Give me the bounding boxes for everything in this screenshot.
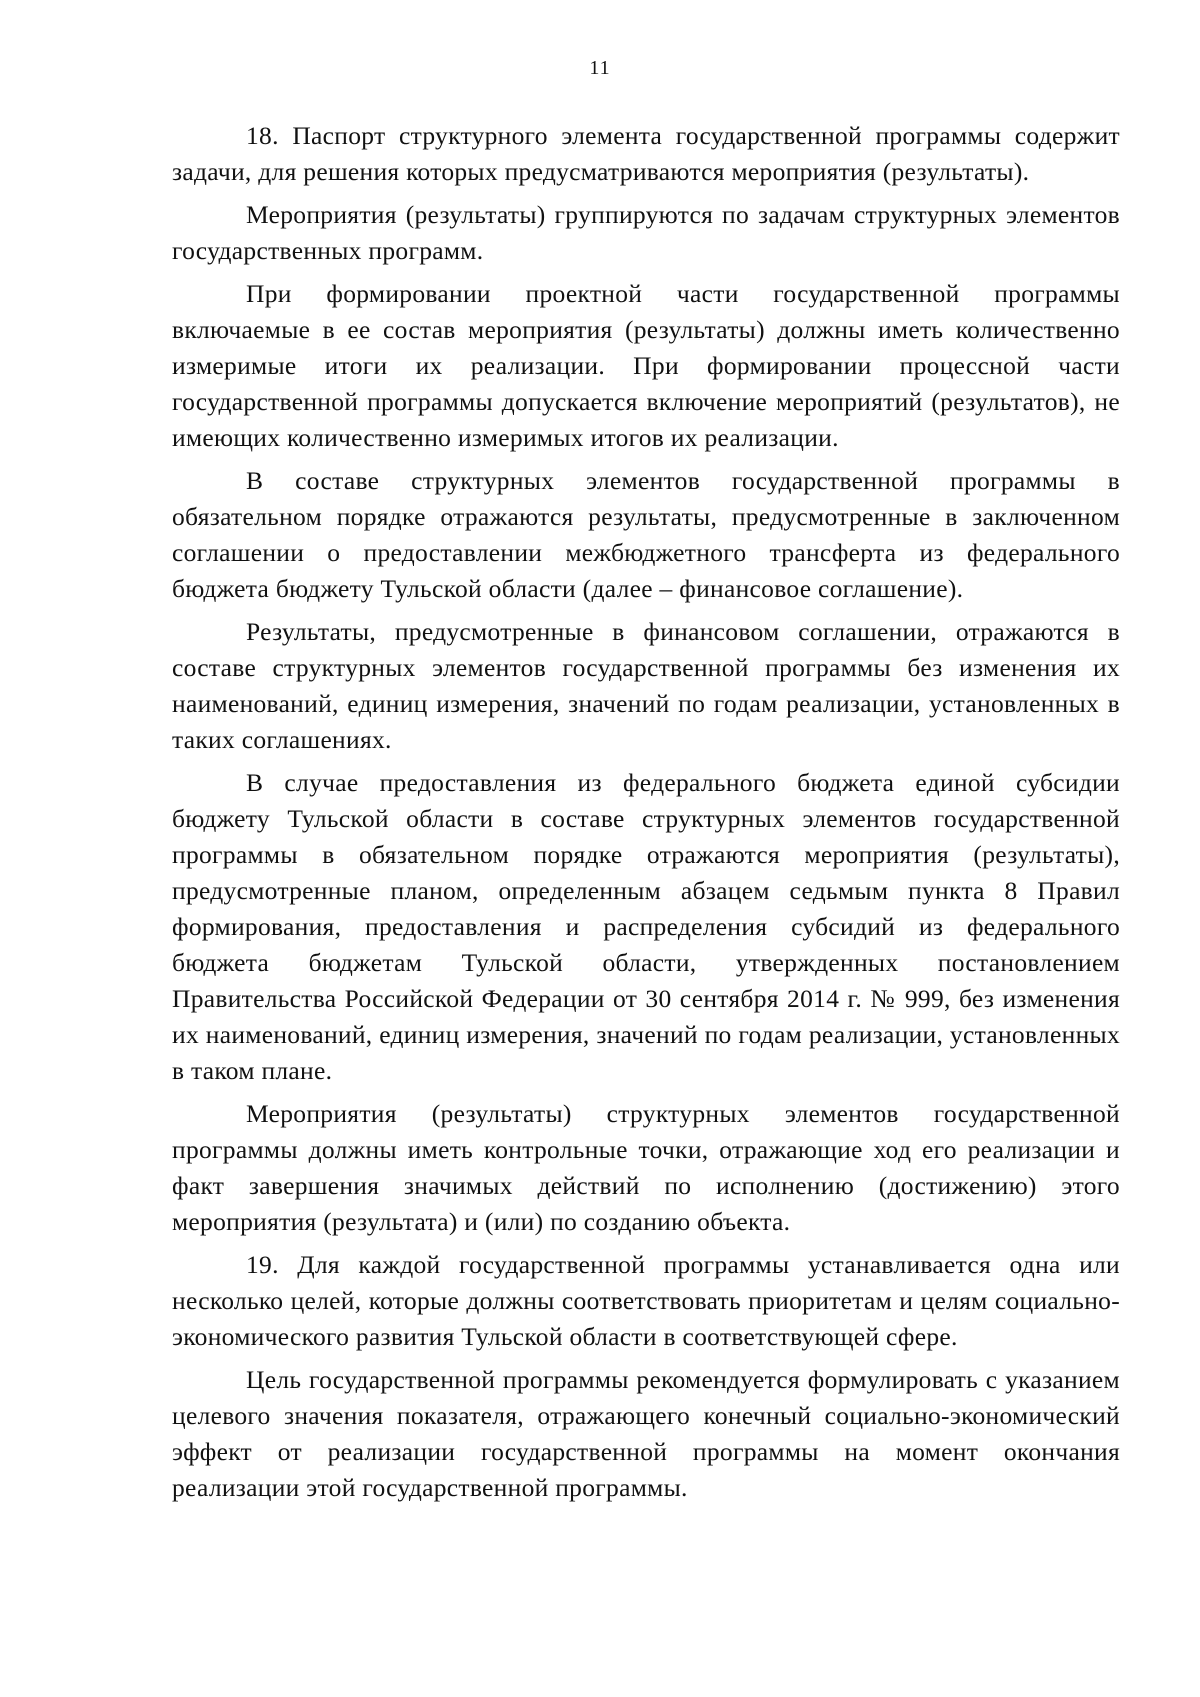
- paragraph-financial-agreement: В составе структурных элементов государственной программы в обязательном порядке отражаются результаты, предусмотренные в заключенном соглашении о предоставлении межбюджетного трансферта из федерального бюджета бюджету Тульской области (далее – финансовое соглашение).: [172, 466, 1120, 603]
- paragraph-18-passport-tasks: 18. Паспорт структурного элемента государственной программы содержит задачи, для решения которых предусматриваются мероприятия (результаты).: [172, 121, 1120, 186]
- paragraph-goal-formulation: Цель государственной программы рекомендуется формулировать с указанием целевого значения показателя, отражающего конечный социально-экономический эффект от реализации государственной программы на момент окончания реализации этой государственной программы.: [172, 1365, 1120, 1502]
- paragraph-measures-grouping: Мероприятия (результаты) группируются по задачам структурных элементов государственных программ.: [172, 200, 1120, 265]
- page-number: 11: [589, 57, 611, 79]
- document-body: [172, 118, 1120, 1513]
- paragraph-19-program-goals: 19. Для каждой государственной программы устанавливается одна или несколько целей, которые должны соответствовать приоритетам и целям социально-экономического развития Тульской области в соответствующей сфере.: [172, 1250, 1120, 1351]
- paragraph-project-process-parts: При формировании проектной части государственной программы включаемые в ее состав мероприятия (результаты) должны иметь количественно измеримые итоги их реализации. При формировании процессной части государственной программы допускается включение мероприятий (результатов), не имеющих количественно измеримых итогов их реализации.: [172, 279, 1120, 452]
- paragraph-agreement-results: Результаты, предусмотренные в финансовом соглашении, отражаются в составе структурных элементов государственной программы без изменения их наименований, единиц измерения, значений по годам реализации, установленных в таких соглашениях.: [172, 617, 1120, 754]
- paragraph-control-points: Мероприятия (результаты) структурных элементов государственной программы должны иметь контрольные точки, отражающие ход его реализации и факт завершения значимых действий по исполнению (достижению) этого мероприятия (результата) и (или) по созданию объекта.: [172, 1099, 1120, 1236]
- paragraph-single-subsidy: В случае предоставления из федерального бюджета единой субсидии бюджету Тульской области в составе структурных элементов государственной программы в обязательном порядке отражаются мероприятия (результаты), предусмотренные планом, определенным абзацем седьмым пункта 8 Правил формирования, предоставления и распределения субсидий из федерального бюджета бюджетам Тульской области, утвержденных постановлением Правительства Российской Федерации от 30 сентября 2014 г. № 999, без изменения их наименований, единиц измерения, значений по годам реализации, установленных в таком плане.: [172, 768, 1120, 1085]
